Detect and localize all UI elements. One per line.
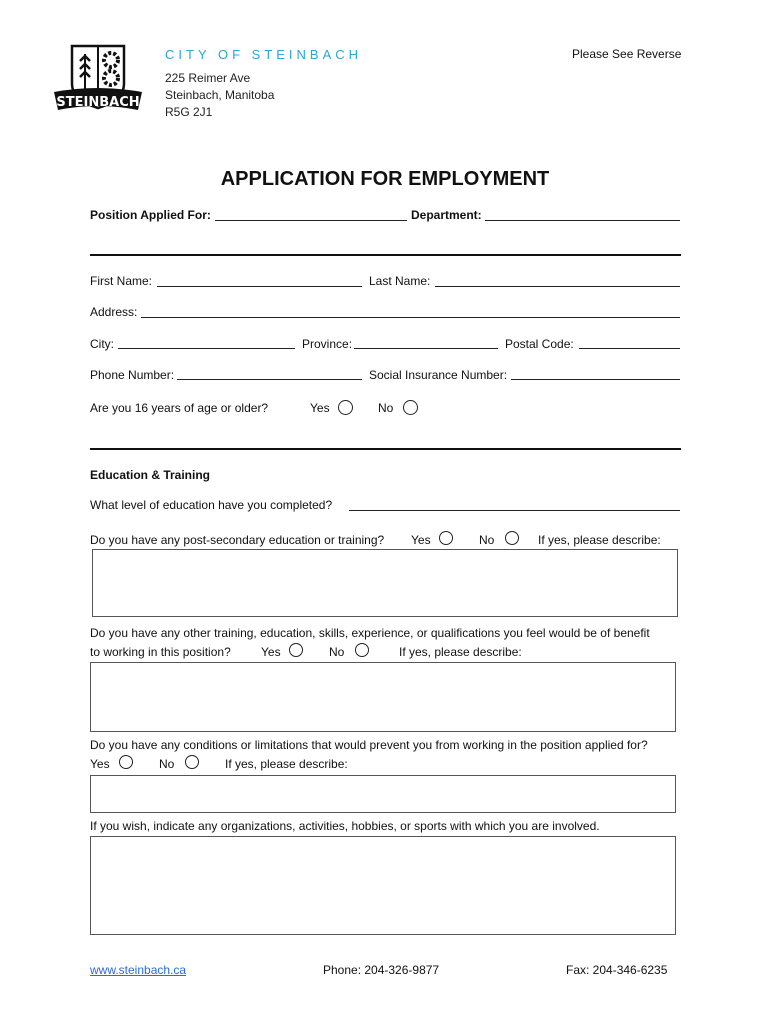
other-qualifications-yes-label: Yes xyxy=(261,645,281,659)
post-secondary-yes-radio[interactable] xyxy=(439,531,453,545)
other-qualifications-description-box[interactable] xyxy=(90,662,676,732)
conditions-no-label: No xyxy=(159,757,175,771)
other-qualifications-no-label: No xyxy=(329,645,345,659)
please-see-reverse: Please See Reverse xyxy=(572,47,682,61)
address-label: Address: xyxy=(90,305,138,319)
address-line-2: Steinbach, Manitoba xyxy=(165,88,275,102)
province-field[interactable] xyxy=(354,348,498,349)
age-no-radio[interactable] xyxy=(403,400,418,415)
province-label: Province: xyxy=(302,337,353,351)
city-name: CITY OF STEINBACH xyxy=(165,47,363,62)
address-line-1: 225 Reimer Ave xyxy=(165,71,251,85)
footer-fax: Fax: 204-346-6235 xyxy=(566,963,668,977)
section-divider xyxy=(90,448,681,450)
age-question: Are you 16 years of age or older? xyxy=(90,401,269,415)
age-no-label: No xyxy=(378,401,394,415)
post-secondary-no-label: No xyxy=(479,533,495,547)
address-field[interactable] xyxy=(141,317,680,318)
address-line-3: R5G 2J1 xyxy=(165,105,213,119)
page-title: APPLICATION FOR EMPLOYMENT xyxy=(220,168,550,190)
education-heading: Education & Training xyxy=(90,468,211,482)
phone-field[interactable] xyxy=(177,379,362,380)
conditions-yes-radio[interactable] xyxy=(119,755,133,769)
post-secondary-no-radio[interactable] xyxy=(505,531,519,545)
sin-field[interactable] xyxy=(511,379,680,380)
education-level-field[interactable] xyxy=(349,510,680,511)
section-divider xyxy=(90,254,681,256)
postal-code-label: Postal Code: xyxy=(505,337,574,351)
department-field[interactable] xyxy=(485,220,680,221)
conditions-if-yes: If yes, please describe: xyxy=(225,757,348,771)
last-name-label: Last Name: xyxy=(369,274,431,288)
city-label: City: xyxy=(90,337,114,351)
city-logo xyxy=(52,44,144,120)
position-label: Position Applied For: xyxy=(90,208,211,222)
conditions-description-box[interactable] xyxy=(90,775,676,813)
conditions-question: Do you have any conditions or limitations that would prevent you from working in the position applied for? xyxy=(90,738,648,752)
activities-question: If you wish, indicate any organizations, activities, hobbies, or sports with which you are involved. xyxy=(90,819,600,833)
footer-phone: Phone: 204-326-9877 xyxy=(323,963,440,977)
position-field[interactable] xyxy=(215,220,407,221)
post-secondary-if-yes: If yes, please describe: xyxy=(538,533,661,547)
postal-code-field[interactable] xyxy=(579,348,680,349)
first-name-label: First Name: xyxy=(90,274,153,288)
last-name-field[interactable] xyxy=(435,286,680,287)
department-label: Department: xyxy=(411,208,482,222)
post-secondary-description-box[interactable] xyxy=(92,549,678,617)
first-name-field[interactable] xyxy=(157,286,362,287)
phone-label: Phone Number: xyxy=(90,368,175,382)
education-level-question: What level of education have you completed? xyxy=(90,498,333,512)
city-field[interactable] xyxy=(118,348,295,349)
website-link[interactable]: www.steinbach.ca xyxy=(90,963,187,977)
other-qualifications-yes-radio[interactable] xyxy=(289,643,303,657)
other-qualifications-if-yes: If yes, please describe: xyxy=(399,645,522,659)
conditions-yes-label: Yes xyxy=(90,757,110,771)
sin-label: Social Insurance Number: xyxy=(369,368,508,382)
age-yes-radio[interactable] xyxy=(338,400,353,415)
post-secondary-question: Do you have any post-secondary education or training? xyxy=(90,533,385,547)
svg-text:STEINBACH: STEINBACH xyxy=(56,95,140,110)
post-secondary-yes-label: Yes xyxy=(411,533,431,547)
activities-description-box[interactable] xyxy=(90,836,676,935)
conditions-no-radio[interactable] xyxy=(185,755,199,769)
age-yes-label: Yes xyxy=(310,401,330,415)
other-qualifications-question-line2: to working in this position? xyxy=(90,645,231,659)
other-qualifications-question-line1: Do you have any other training, education, skills, experience, or qualifications you feel would be of benefit xyxy=(90,626,650,640)
other-qualifications-no-radio[interactable] xyxy=(355,643,369,657)
